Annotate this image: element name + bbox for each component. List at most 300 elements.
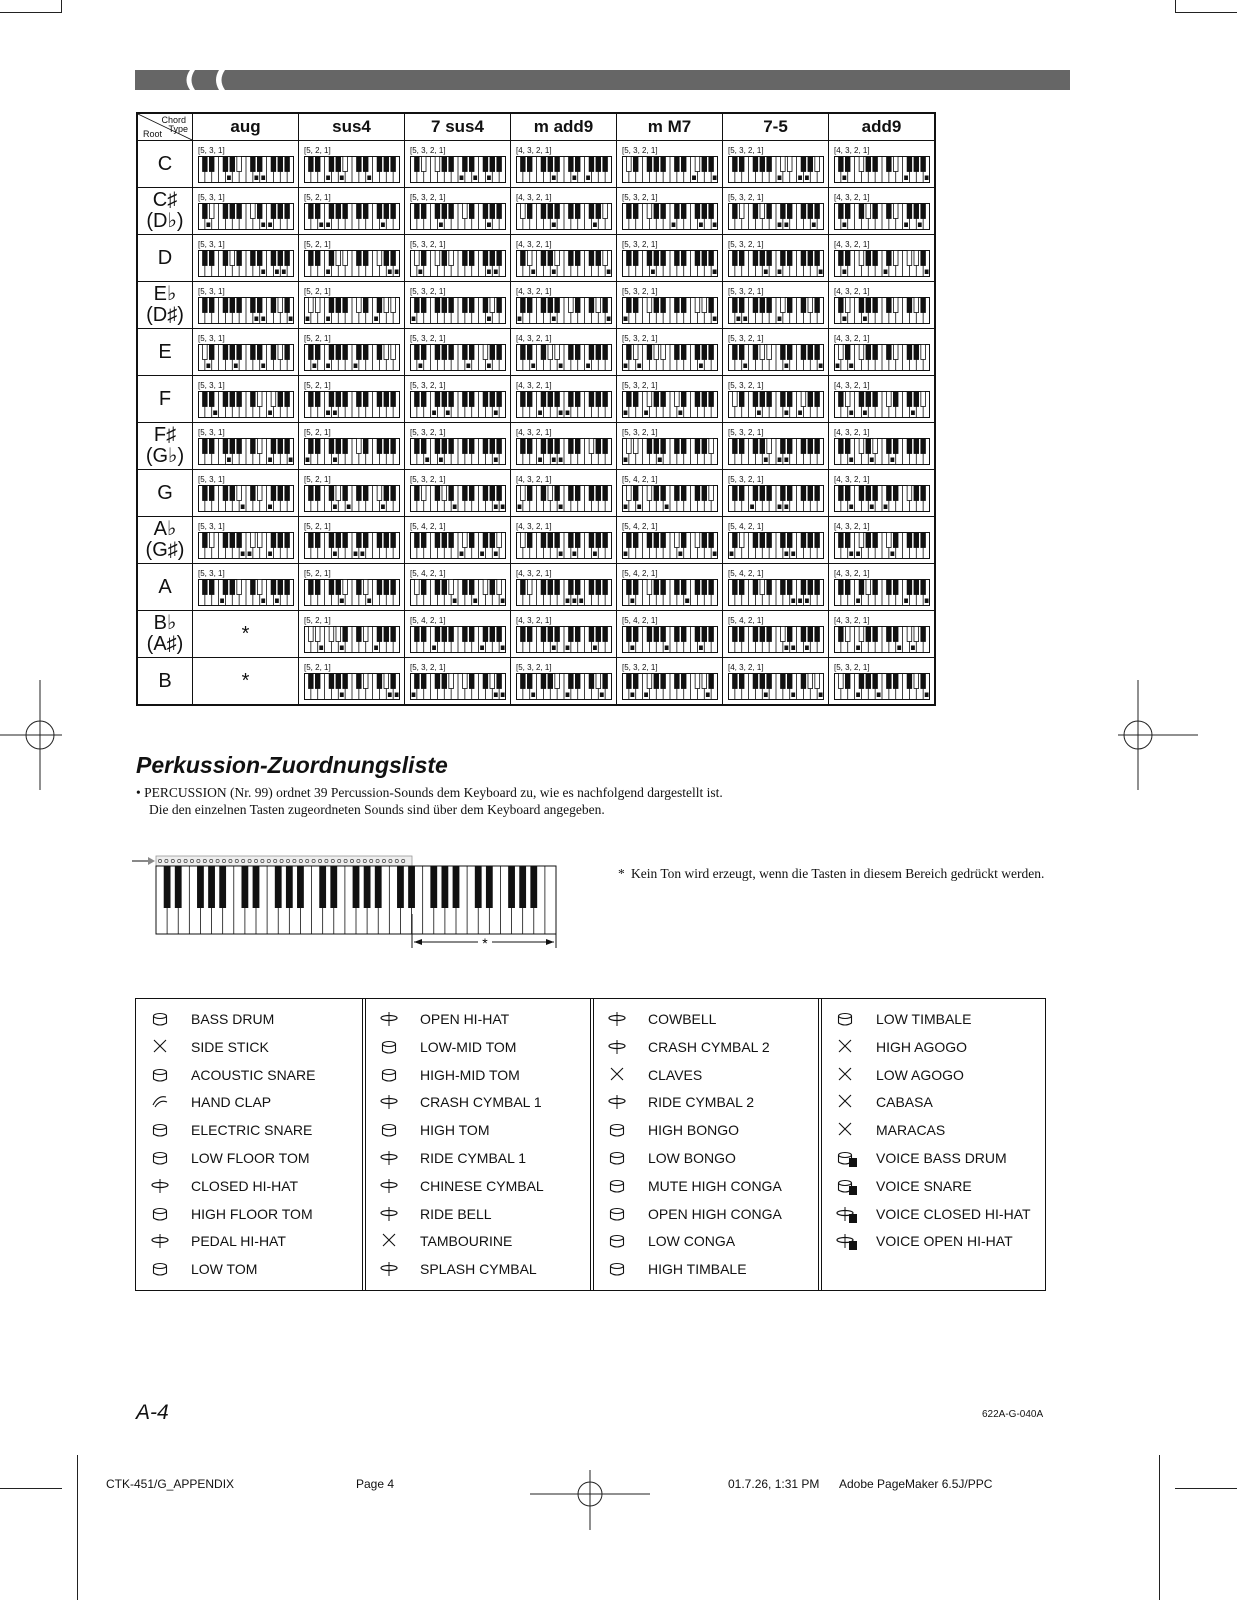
- mini-keyboard: [304, 626, 400, 653]
- chord-cell: [299, 141, 405, 188]
- arrow-head-icon: [148, 857, 155, 865]
- chord-cell: [829, 611, 936, 658]
- fingering-label: [5, 3, 2, 1]: [410, 146, 446, 155]
- mini-keyboard: [198, 203, 294, 230]
- mini-keyboard: [304, 250, 400, 277]
- chord-cell: [405, 282, 511, 329]
- mini-keyboard: [198, 156, 294, 183]
- root-name: C: [157, 152, 173, 175]
- fingering-label: [4, 3, 2, 1]: [516, 522, 552, 531]
- tom-icon: [379, 1119, 401, 1141]
- note-marker: *: [618, 866, 625, 881]
- chinese-cymbal-icon: [379, 1175, 401, 1197]
- percussion-sound-label: PEDAL HI-HAT: [191, 1233, 286, 1250]
- mini-keyboard: [198, 485, 294, 512]
- chord-row: [137, 282, 935, 329]
- crash-cymbal-icon: [379, 1091, 401, 1113]
- root-label: [137, 611, 193, 658]
- mini-keyboard: [622, 438, 718, 465]
- chord-cell: [829, 282, 936, 329]
- chord-cell: [617, 235, 723, 282]
- fingering-label: [4, 3, 2, 1]: [516, 334, 552, 343]
- percussion-keyboard-diagram: [128, 852, 568, 954]
- chord-cell: [299, 188, 405, 235]
- mini-keyboard: [198, 297, 294, 324]
- percussion-sound-label: TAMBOURINE: [420, 1233, 513, 1250]
- tom-icon: [379, 1064, 401, 1086]
- chord-cell: [617, 658, 723, 706]
- percussion-sound-label: LOW TIMBALE: [876, 1011, 972, 1027]
- percussion-sound-label: LOW TOM: [191, 1261, 258, 1278]
- fingering-label: [5, 4, 2, 1]: [622, 522, 658, 531]
- chord-cell: [511, 470, 617, 517]
- mini-keyboard: [728, 485, 824, 512]
- root-label: [137, 376, 193, 423]
- fingering-label: [5, 3, 1]: [198, 193, 225, 202]
- chord-cell: [723, 423, 829, 470]
- mini-keyboard: [834, 297, 930, 324]
- no-chord-cell: *: [193, 658, 299, 706]
- fingering-label: [5, 3, 2, 1]: [728, 287, 764, 296]
- mini-keyboard: [516, 626, 612, 653]
- mini-keyboard: [728, 579, 824, 606]
- percussion-sound-label: CHINESE CYMBAL: [420, 1177, 544, 1194]
- root-label: [137, 188, 193, 235]
- chord-cell: [829, 235, 936, 282]
- conga-icon: [607, 1230, 629, 1252]
- mini-keyboard: [834, 673, 930, 700]
- mini-keyboard: [728, 626, 824, 653]
- agogo-icon: [835, 1036, 857, 1058]
- fingering-label: [4, 3, 2, 1]: [834, 287, 870, 296]
- root-name: (A♯): [146, 633, 184, 655]
- percussion-sound-label: CLOSED HI-HAT: [191, 1177, 299, 1194]
- chord-cell: [617, 517, 723, 564]
- fingering-label: [5, 4, 2, 1]: [410, 522, 446, 531]
- fingering-label: [5, 3, 2, 1]: [728, 146, 764, 155]
- mini-keyboard: [304, 203, 400, 230]
- percussion-list: [135, 998, 1046, 1291]
- fingering-label: [5, 2, 1]: [304, 663, 331, 672]
- fingering-label: [4, 3, 2, 1]: [516, 616, 552, 625]
- fingering-label: [4, 3, 2, 1]: [516, 287, 552, 296]
- chord-cell: [829, 141, 936, 188]
- mini-keyboard: [304, 579, 400, 606]
- closed-hihat-icon: [150, 1175, 172, 1197]
- percussion-sound-label: ELECTRIC SNARE: [191, 1122, 313, 1139]
- percussion-sound-label: HAND CLAP: [191, 1094, 272, 1111]
- mini-keyboard: [622, 626, 718, 653]
- mini-keyboard: [410, 579, 506, 606]
- percussion-sound-label: CRASH CYMBAL 1: [420, 1094, 542, 1111]
- fingering-label: [5, 3, 1]: [198, 287, 225, 296]
- mini-keyboard: [410, 297, 506, 324]
- chord-cell: [723, 329, 829, 376]
- voice-bass-drum-icon: [835, 1147, 857, 1169]
- mini-keyboard: [622, 391, 718, 418]
- mini-keyboard: [728, 673, 824, 700]
- mini-keyboard: [622, 579, 718, 606]
- chord-cell: [511, 564, 617, 611]
- cabasa-icon: [835, 1091, 857, 1113]
- chord-cell: [193, 423, 299, 470]
- percussion-sound-label: SPLASH CYMBAL: [420, 1261, 537, 1278]
- mini-keyboard: [410, 344, 506, 371]
- tom-icon: [150, 1258, 172, 1280]
- col-header: 7 sus4: [405, 113, 511, 141]
- mini-keyboard: [516, 438, 612, 465]
- mini-keyboard: [410, 250, 506, 277]
- chord-cell: [723, 282, 829, 329]
- percussion-sound-label: VOICE BASS DRUM: [876, 1150, 1007, 1166]
- bass-drum-icon: [150, 1008, 172, 1030]
- chord-cell: [405, 141, 511, 188]
- fingering-label: [5, 4, 2, 1]: [622, 569, 658, 578]
- fingering-label: [5, 2, 1]: [304, 428, 331, 437]
- chord-cell: [617, 423, 723, 470]
- chord-cell: [723, 517, 829, 564]
- pedal-hihat-icon: [150, 1230, 172, 1252]
- fingering-label: [5, 3, 2, 1]: [728, 334, 764, 343]
- chord-row: [137, 611, 935, 658]
- fingering-label: [4, 3, 2, 1]: [834, 146, 870, 155]
- fingering-label: [4, 3, 2, 1]: [834, 428, 870, 437]
- voice-open-hihat-icon: [835, 1230, 857, 1252]
- fingering-label: [5, 3, 2, 1]: [622, 334, 658, 343]
- root-label: [137, 235, 193, 282]
- fingering-label: [4, 3, 2, 1]: [516, 428, 552, 437]
- chord-cell: [829, 329, 936, 376]
- chord-cell: [193, 564, 299, 611]
- fingering-label: [4, 3, 2, 1]: [516, 569, 552, 578]
- mini-keyboard: [410, 485, 506, 512]
- doc-code: 622A-G-040A: [982, 1409, 1044, 1420]
- percussion-sound-label: HIGH-MID TOM: [420, 1066, 520, 1083]
- root-name: (G♯): [145, 539, 185, 561]
- chord-cell: [723, 188, 829, 235]
- mini-keyboard: [622, 673, 718, 700]
- fingering-label: [5, 4, 2, 1]: [622, 475, 658, 484]
- snare-drum-icon: [150, 1064, 172, 1086]
- mini-keyboard: [304, 673, 400, 700]
- floor-tom-icon: [150, 1203, 172, 1225]
- mini-keyboard: [410, 626, 506, 653]
- header-bar: [135, 70, 1070, 90]
- mini-keyboard: [198, 391, 294, 418]
- bullet-text: • PERCUSSION (Nr. 99) ordnet 39 Percussion-Sounds dem Keyboard zu, wie es nachfolgend dargestellt ist.: [136, 785, 723, 800]
- root-name: (D♯): [146, 304, 184, 326]
- chord-cell: [511, 188, 617, 235]
- mini-keyboard: [516, 485, 612, 512]
- mini-keyboard: [834, 344, 930, 371]
- percussion-sound-label: CRASH CYMBAL 2: [648, 1038, 770, 1055]
- percussion-sound-label: CLAVES: [648, 1066, 703, 1083]
- mini-keyboard: [304, 156, 400, 183]
- crop-mark: [77, 1455, 78, 1600]
- root-name: C♯: [152, 189, 178, 211]
- chord-row: [137, 141, 935, 188]
- bullet-text-cont: Die den einzelnen Tasten zugeordneten Sounds sind über dem Keyboard angegeben.: [149, 802, 605, 817]
- chord-cell: [299, 423, 405, 470]
- mini-keyboard: [728, 203, 824, 230]
- fingering-label: [5, 3, 2, 1]: [622, 146, 658, 155]
- root-name: B: [158, 669, 172, 692]
- mini-keyboard: [728, 297, 824, 324]
- fingering-label: [5, 4, 2, 1]: [410, 569, 446, 578]
- chord-cell: [829, 517, 936, 564]
- fingering-label: [5, 2, 1]: [304, 475, 331, 484]
- ride-bell-icon: [379, 1203, 401, 1225]
- crop-mark: [1175, 0, 1176, 13]
- mini-keyboard: [516, 156, 612, 183]
- mini-keyboard: [304, 532, 400, 559]
- chord-cell: [723, 470, 829, 517]
- mini-keyboard: [728, 532, 824, 559]
- root-label: [137, 423, 193, 470]
- chord-cell: [405, 517, 511, 564]
- chord-row: [137, 423, 935, 470]
- chord-cell: [829, 376, 936, 423]
- registration-mark-right: [1118, 680, 1237, 790]
- chord-cell: [617, 188, 723, 235]
- fingering-label: [5, 2, 1]: [304, 381, 331, 390]
- chord-cell: [511, 141, 617, 188]
- chord-cell: [511, 517, 617, 564]
- col-header: sus4: [299, 113, 405, 141]
- fingering-label: [5, 3, 2, 1]: [410, 287, 446, 296]
- chord-row: [137, 658, 935, 706]
- mini-keyboard: [728, 250, 824, 277]
- chord-row: [137, 329, 935, 376]
- root-label: [137, 141, 193, 188]
- fingering-label: [5, 2, 1]: [304, 569, 331, 578]
- percussion-sound-label: RIDE BELL: [420, 1205, 492, 1222]
- percussion-sound-label: HIGH BONGO: [648, 1122, 740, 1139]
- chord-cell: [829, 423, 936, 470]
- mini-keyboard: [834, 250, 930, 277]
- chord-cell: [193, 141, 299, 188]
- percussion-sound-label: HIGH AGOGO: [876, 1038, 968, 1055]
- col-header: 7-5: [723, 113, 829, 141]
- mini-keyboard: [304, 438, 400, 465]
- mini-keyboard: [622, 297, 718, 324]
- col-header: add9: [829, 113, 936, 141]
- percussion-sound-label: VOICE SNARE: [876, 1177, 972, 1194]
- chord-cell: [299, 329, 405, 376]
- root-label: [137, 329, 193, 376]
- timbale-icon: [607, 1258, 629, 1280]
- fingering-label: [5, 3, 2, 1]: [622, 428, 658, 437]
- chord-cell: [299, 235, 405, 282]
- fingering-label: [4, 3, 2, 1]: [834, 569, 870, 578]
- fingering-label: [5, 3, 1]: [198, 569, 225, 578]
- tom-icon: [379, 1036, 401, 1058]
- chord-cell: [829, 658, 936, 706]
- chord-cell: [193, 282, 299, 329]
- root-label: [137, 658, 193, 706]
- percussion-sound-label: CABASA: [876, 1094, 933, 1111]
- open-hihat-icon: [379, 1008, 401, 1030]
- bongo-icon: [607, 1119, 629, 1141]
- mini-keyboard: [516, 673, 612, 700]
- mini-keyboard: [410, 438, 506, 465]
- fingering-label: [5, 2, 1]: [304, 522, 331, 531]
- fingering-label: [5, 3, 1]: [198, 475, 225, 484]
- mini-keyboard: [622, 344, 718, 371]
- percussion-sound-label: OPEN HIGH CONGA: [648, 1205, 782, 1222]
- claves-icon: [607, 1064, 629, 1086]
- mini-keyboard: [834, 532, 930, 559]
- mini-keyboard: [304, 391, 400, 418]
- fingering-label: [5, 3, 2, 1]: [410, 381, 446, 390]
- splash-cymbal-icon: [379, 1258, 401, 1280]
- chord-cell: [617, 376, 723, 423]
- fingering-label: [4, 3, 2, 1]: [834, 475, 870, 484]
- root-label: [137, 470, 193, 517]
- root-name: B♭: [153, 612, 177, 634]
- percussion-sound-label: LOW BONGO: [648, 1150, 736, 1166]
- fingering-label: [5, 3, 2, 1]: [410, 240, 446, 249]
- conga-icon: [607, 1203, 629, 1225]
- chord-cell: [299, 564, 405, 611]
- mini-keyboard: [834, 626, 930, 653]
- percussion-sound-label: LOW CONGA: [648, 1233, 736, 1250]
- fingering-label: [5, 3, 2, 1]: [728, 193, 764, 202]
- percussion-sound-label: LOW FLOOR TOM: [191, 1150, 310, 1166]
- col-header: m M7: [617, 113, 723, 141]
- fingering-label: [5, 3, 1]: [198, 240, 225, 249]
- chord-cell: [405, 658, 511, 706]
- fingering-label: [5, 3, 2, 1]: [728, 381, 764, 390]
- fingering-label: [4, 3, 2, 1]: [516, 193, 552, 202]
- fingering-label: [5, 3, 1]: [198, 334, 225, 343]
- mini-keyboard: [728, 156, 824, 183]
- footer-page: Page 4: [356, 1477, 395, 1491]
- percussion-sound-label: OPEN HI-HAT: [420, 1011, 510, 1027]
- timbale-icon: [835, 1008, 857, 1030]
- chord-cell: [723, 564, 829, 611]
- crop-mark: [0, 12, 62, 13]
- crop-mark: [1175, 1488, 1237, 1489]
- chord-cell: [299, 611, 405, 658]
- chord-cell: [299, 282, 405, 329]
- chord-cell: [405, 188, 511, 235]
- root-name: F: [158, 387, 172, 410]
- chord-corner-header: [137, 113, 193, 141]
- percussion-sound-label: HIGH FLOOR TOM: [191, 1205, 313, 1222]
- mini-keyboard: [516, 297, 612, 324]
- chord-cell: [511, 282, 617, 329]
- chord-cell: [299, 470, 405, 517]
- fingering-label: [4, 3, 2, 1]: [516, 381, 552, 390]
- percussion-sound-label: ACOUSTIC SNARE: [191, 1066, 316, 1083]
- note-text: [618, 866, 1048, 882]
- fingering-label: [5, 3, 2, 1]: [410, 663, 446, 672]
- chord-row: [137, 235, 935, 282]
- col-header: m add9: [511, 113, 617, 141]
- root-name: (D♭): [146, 210, 184, 232]
- chord-row: [137, 517, 935, 564]
- chord-cell: [511, 423, 617, 470]
- fingering-label: [5, 3, 1]: [198, 146, 225, 155]
- root-name: E♭: [153, 283, 177, 305]
- col-header: aug: [193, 113, 299, 141]
- chord-cell: [723, 235, 829, 282]
- mini-keyboard: [622, 250, 718, 277]
- mini-keyboard: [198, 344, 294, 371]
- voice-snare-icon: [835, 1175, 857, 1197]
- chord-cell: [511, 658, 617, 706]
- mini-keyboard: [728, 344, 824, 371]
- chord-cell: [405, 423, 511, 470]
- fingering-label: [5, 2, 1]: [304, 240, 331, 249]
- mini-keyboard: [410, 156, 506, 183]
- fingering-label: [5, 3, 2, 1]: [622, 193, 658, 202]
- percussion-sound-label: LOW AGOGO: [876, 1066, 964, 1083]
- mini-keyboard: [622, 203, 718, 230]
- percussion-sound-label: COWBELL: [648, 1011, 717, 1027]
- chord-cell: [193, 188, 299, 235]
- mini-keyboard: [516, 391, 612, 418]
- chord-table: [136, 112, 936, 706]
- chord-cell: [299, 376, 405, 423]
- mini-keyboard: [304, 297, 400, 324]
- footer-file: CTK-451/G_APPENDIX: [106, 1477, 235, 1491]
- chord-row: [137, 470, 935, 517]
- chord-cell: [511, 611, 617, 658]
- fingering-label: [5, 3, 1]: [198, 381, 225, 390]
- mini-keyboard: [304, 344, 400, 371]
- chord-cell: [511, 376, 617, 423]
- fingering-label: [4, 3, 2, 1]: [516, 146, 552, 155]
- chord-cell: [193, 517, 299, 564]
- ride-cymbal-icon: [607, 1091, 629, 1113]
- chord-cell: [829, 470, 936, 517]
- mini-keyboard: [516, 579, 612, 606]
- ride-cymbal-icon: [379, 1147, 401, 1169]
- root-name: (G♭): [145, 445, 185, 467]
- mini-keyboard: [516, 532, 612, 559]
- fingering-label: [5, 3, 1]: [198, 522, 225, 531]
- chord-cell: [299, 517, 405, 564]
- fingering-label: [5, 3, 2, 1]: [728, 240, 764, 249]
- root-name: A: [158, 575, 172, 598]
- mini-keyboard: [198, 579, 294, 606]
- percussion-sound-label: HIGH TIMBALE: [648, 1261, 747, 1278]
- chord-cell: [193, 235, 299, 282]
- floor-tom-icon: [150, 1147, 172, 1169]
- mini-keyboard: [198, 438, 294, 465]
- agogo-icon: [835, 1064, 857, 1086]
- chord-cell: [405, 564, 511, 611]
- crop-mark: [1175, 12, 1237, 13]
- mini-keyboard: [516, 344, 612, 371]
- fingering-label: [5, 3, 2, 1]: [622, 381, 658, 390]
- percussion-sound-label: VOICE OPEN HI-HAT: [876, 1233, 1013, 1250]
- registration-mark-bottom: [530, 1470, 650, 1530]
- root-label: [137, 282, 193, 329]
- fingering-label: [4, 3, 2, 1]: [834, 616, 870, 625]
- mini-keyboard: [728, 438, 824, 465]
- chord-cell: [405, 376, 511, 423]
- percussion-sound-label: VOICE CLOSED HI-HAT: [876, 1205, 1031, 1222]
- mini-keyboard: [622, 485, 718, 512]
- fingering-label: [5, 3, 2, 1]: [622, 240, 658, 249]
- mini-keyboard: [834, 579, 930, 606]
- fingering-label: [5, 3, 2, 1]: [728, 475, 764, 484]
- chord-row: [137, 376, 935, 423]
- root-name: E: [158, 340, 172, 363]
